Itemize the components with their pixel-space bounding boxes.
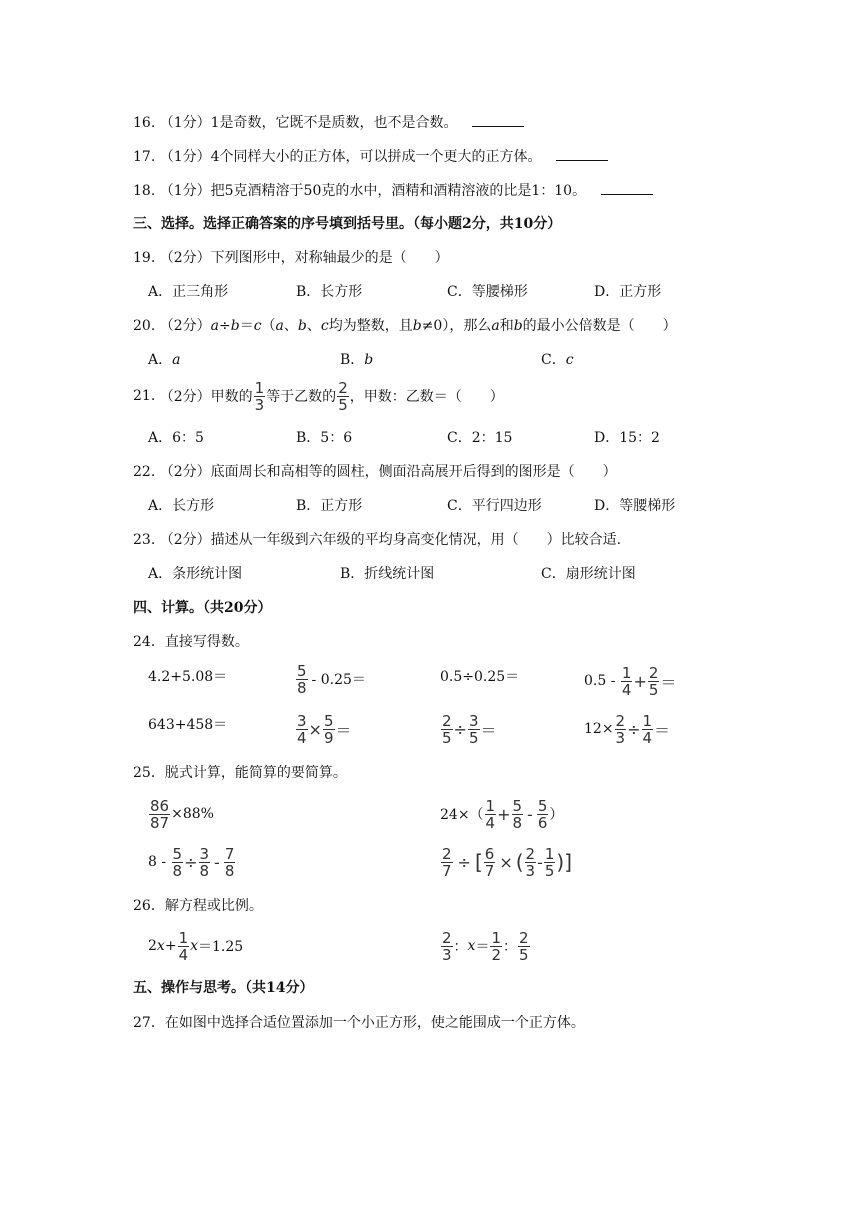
operator: - (537, 852, 543, 872)
answer-blank[interactable] (601, 180, 653, 195)
bracket: [ (474, 850, 483, 874)
fraction (254, 380, 266, 413)
eq-sign: ＝ (654, 720, 671, 740)
numerator: 5 (172, 844, 183, 863)
text-seg: 均为整数，且 (328, 318, 413, 334)
operator: × (499, 852, 513, 872)
numerator: 5 (512, 796, 523, 815)
operator: ÷ (627, 719, 641, 739)
var-x: x (190, 938, 199, 954)
denominator: 4 (485, 813, 496, 832)
text-seg: 甲数的 (210, 389, 253, 405)
fraction (441, 713, 453, 746)
operator: + (497, 804, 511, 824)
eq-sign: ＝ (239, 318, 254, 334)
section-4-heading: 四、计算。（共20分） (133, 600, 272, 616)
denominator: 5 (519, 945, 529, 964)
numerator: 3 (297, 711, 307, 730)
option-c[interactable]: C．扇形统计图 (541, 566, 636, 582)
eq-sign: ＝ (475, 939, 490, 955)
numerator: 5 (323, 711, 334, 730)
question-23 (133, 530, 621, 550)
answer-blank[interactable] (472, 112, 524, 127)
question-24-title: 24．直接写得数。 (133, 634, 249, 650)
numerator: 1 (491, 928, 501, 947)
expression: 0.5 - (584, 673, 616, 689)
expression: 0.5÷0.25＝ (440, 669, 520, 685)
option-c[interactable]: C．平行四边形 (447, 498, 542, 514)
var-c: c (253, 318, 262, 334)
expression: 12× (584, 721, 614, 737)
denominator: 3 (615, 728, 626, 747)
operator: × (308, 719, 322, 739)
numerator: 2 (648, 663, 659, 682)
expr-25-2 (440, 794, 563, 834)
option-a[interactable]: A．长方形 (148, 498, 215, 514)
denominator: 3 (254, 395, 265, 414)
option-d[interactable]: D．正方形 (594, 284, 662, 300)
option-a[interactable]: A．6：5 (148, 430, 204, 446)
option-d[interactable]: D．15：2 (594, 430, 660, 446)
paren: ) (556, 850, 565, 874)
operator: ÷ (457, 852, 471, 872)
fraction (296, 713, 308, 746)
denominator: 3 (525, 861, 536, 880)
expr-26-2 (440, 926, 531, 966)
question-number: 23. (133, 532, 156, 548)
expression: 24×（ (440, 807, 484, 823)
denominator: 4 (178, 945, 189, 964)
question-score: （2分） (159, 532, 211, 548)
fraction (468, 713, 480, 746)
operator: - (527, 804, 533, 824)
var-b: b (297, 318, 307, 334)
ratio-colon: ： (453, 939, 468, 955)
question-number: 18. (133, 183, 156, 199)
denominator: 2 (491, 945, 501, 964)
fraction (615, 713, 627, 746)
fraction (296, 663, 308, 696)
question-number: 20. (133, 318, 156, 334)
fraction (199, 846, 211, 879)
expression: 4.2+5.08＝ (148, 669, 228, 685)
question-score: （2分） (159, 318, 211, 334)
text-seg: 的最小公倍数是（ ） (522, 318, 677, 334)
question-number: 21. (133, 388, 156, 404)
var-a: a (275, 318, 284, 334)
option-value: b (364, 352, 374, 368)
var-b: b (412, 318, 422, 334)
denominator: 5 (648, 680, 659, 699)
text-seg: 等于乙数的 (266, 389, 337, 405)
bracket: ] (564, 850, 573, 874)
denominator: 4 (642, 728, 653, 747)
option-b[interactable]: B．正方形 (296, 498, 363, 514)
numerator: 3 (468, 711, 479, 730)
var-a: a (210, 318, 219, 334)
question-19 (133, 248, 449, 268)
option-prefix: A． (148, 352, 173, 368)
numerator: 5 (297, 661, 307, 680)
text-seg: ，甲数：乙数＝（ ） (349, 389, 504, 405)
question-number: 16. (133, 115, 156, 131)
expression: 643+458＝ (148, 717, 228, 733)
fraction (441, 846, 453, 879)
question-score: （2分） (159, 464, 211, 480)
denominator: 5 (338, 395, 348, 414)
text-seg: ≠0），那么 (421, 318, 492, 334)
numerator: 2 (519, 928, 529, 947)
operator: + (633, 671, 647, 691)
fraction (512, 798, 524, 831)
question-text: 4个同样大小的正方体，可以拼成一个更大的正方体。 (210, 149, 542, 165)
question-26-title: 26．解方程或比例。 (133, 898, 263, 914)
denominator: 4 (621, 680, 632, 699)
ratio-colon: ： (503, 939, 517, 955)
option-b[interactable]: B．长方形 (296, 284, 363, 300)
fraction (441, 930, 453, 963)
option-value: a (172, 352, 181, 368)
operator: ÷ (453, 719, 467, 739)
var-b: b (513, 318, 523, 334)
option-c[interactable]: C．等腰梯形 (447, 284, 528, 300)
denominator: 7 (442, 861, 452, 880)
expr-24-3 (440, 664, 519, 688)
question-20 (133, 316, 677, 336)
question-27: 27．在如图中选择合适位置添加一个小正方形，使之能围成一个正方体。 (133, 1015, 585, 1031)
question-25-title: 25．脱式计算，能简算的要简算。 (133, 765, 347, 781)
denominator: 8 (297, 678, 307, 697)
fraction (525, 846, 537, 879)
expr-26-1 (148, 926, 243, 966)
fraction (648, 665, 660, 698)
question-text: 把5克酒精溶于50克的水中，酒精和酒精溶液的比是1：10。 (210, 183, 587, 199)
numerator: 2 (442, 711, 452, 730)
denominator: 5 (468, 728, 479, 747)
expression: 8 - (148, 854, 167, 870)
expr-24-1 (148, 664, 227, 688)
eq-sign: ＝ (660, 672, 677, 692)
fraction (224, 846, 236, 879)
operator: ÷ (184, 852, 198, 872)
operator: - (214, 852, 220, 872)
numerator: 2 (615, 711, 626, 730)
eq-sign: ＝ (335, 720, 352, 740)
numerator: 3 (199, 844, 210, 863)
denominator: 8 (224, 861, 235, 880)
question-number: 17. (133, 149, 156, 165)
option-value: c (565, 352, 574, 368)
denominator: 5 (442, 728, 452, 747)
expression: ×88% (171, 806, 214, 822)
denominator: 8 (199, 861, 210, 880)
text-seg: 、 (283, 318, 298, 334)
question-score: （1分） (159, 183, 211, 199)
numerator: 1 (254, 378, 265, 397)
question-21 (133, 378, 504, 414)
option-d[interactable]: D．等腰梯形 (594, 498, 676, 514)
div-sign: ÷ (219, 318, 231, 334)
denominator: 9 (323, 728, 334, 747)
expression: ＝1.25 (198, 939, 244, 955)
question-16 (133, 112, 524, 133)
option-a[interactable]: A．正三角形 (148, 284, 229, 300)
question-text: 下列图形中，对称轴最少的是（ ） (210, 250, 449, 266)
var-x: x (467, 938, 476, 954)
var-x: x (156, 938, 165, 954)
fraction (544, 846, 556, 879)
expr-24-5 (148, 712, 227, 736)
eq-sign: ＝ (480, 720, 497, 740)
numerator: 6 (484, 844, 495, 863)
expression: ） (549, 807, 564, 823)
numerator: 1 (621, 663, 632, 682)
question-17 (133, 146, 608, 167)
expression: - 0.25＝ (311, 672, 366, 688)
option-a[interactable] (148, 350, 180, 370)
numerator: 2 (525, 844, 536, 863)
expr-24-8 (584, 710, 670, 748)
operator: + (164, 938, 177, 954)
expr-25-3 (148, 842, 236, 882)
denominator: 5 (544, 861, 555, 880)
numerator: 7 (224, 844, 235, 863)
text-seg: 、 (306, 318, 321, 334)
option-b[interactable]: B．折线统计图 (340, 566, 435, 582)
question-score: （2分） (159, 389, 211, 405)
expr-24-6 (295, 710, 352, 748)
numerator: 1 (642, 711, 653, 730)
fraction (337, 380, 349, 413)
numerator: 1 (485, 796, 496, 815)
option-a[interactable]: A．条形统计图 (148, 566, 243, 582)
paren: ( (515, 850, 524, 874)
numerator: 1 (178, 928, 189, 947)
option-prefix: C． (541, 352, 566, 368)
question-text: 底面周长和高相等的圆柱，侧面沿高展开后得到的图形是（ ） (210, 464, 617, 480)
expr-24-4 (584, 662, 676, 700)
question-score: （1分） (159, 149, 211, 165)
option-b[interactable]: B．5：6 (296, 430, 353, 446)
denominator: 3 (442, 945, 452, 964)
expr-24-2 (295, 660, 366, 698)
numerator: 86 (150, 796, 170, 815)
fraction (537, 798, 549, 831)
question-18 (133, 180, 653, 201)
coefficient: 2 (148, 938, 157, 954)
fraction (172, 846, 184, 879)
expr-24-7 (440, 710, 497, 748)
denominator: 8 (512, 813, 523, 832)
expr-25-1 (148, 794, 214, 834)
var-b: b (230, 318, 240, 334)
option-b[interactable] (340, 350, 373, 370)
text-seg: （ (261, 318, 276, 334)
fraction (621, 665, 633, 698)
question-text: 描述从一年级到六年级的平均身高变化情况，用（ ）比较合适. (210, 532, 622, 548)
denominator: 8 (172, 861, 183, 880)
denominator: 4 (297, 728, 307, 747)
numerator: 2 (338, 378, 348, 397)
denominator: 87 (150, 813, 170, 832)
numerator: 5 (537, 796, 548, 815)
fraction (484, 846, 496, 879)
numerator: 1 (544, 844, 555, 863)
question-score: （1分） (159, 115, 211, 131)
expr-25-4 (440, 842, 572, 882)
fraction (642, 713, 654, 746)
denominator: 7 (484, 861, 495, 880)
fraction (490, 930, 502, 963)
text-seg: 和 (499, 318, 514, 334)
question-number: 19. (133, 250, 156, 266)
fraction (518, 930, 530, 963)
question-text: 1是奇数，它既不是质数，也不是合数。 (210, 115, 458, 131)
var-c: c (320, 318, 329, 334)
var-a: a (491, 318, 500, 334)
numerator: 2 (442, 844, 452, 863)
option-c[interactable] (541, 350, 574, 370)
section-5-heading: 五、操作与思考。（共14分） (133, 980, 314, 996)
numerator: 2 (442, 928, 452, 947)
answer-blank[interactable] (556, 146, 608, 161)
question-score: （2分） (159, 250, 211, 266)
option-c[interactable]: C．2：15 (447, 430, 513, 446)
fraction (178, 930, 190, 963)
question-number: 22. (133, 464, 156, 480)
fraction (323, 713, 335, 746)
question-22 (133, 462, 617, 482)
section-3-heading: 三、选择。选择正确答案的序号填到括号里。（每小题2分，共10分） (133, 216, 562, 232)
fraction (485, 798, 497, 831)
fraction (149, 798, 170, 831)
option-prefix: B． (340, 352, 365, 368)
denominator: 6 (537, 813, 548, 832)
